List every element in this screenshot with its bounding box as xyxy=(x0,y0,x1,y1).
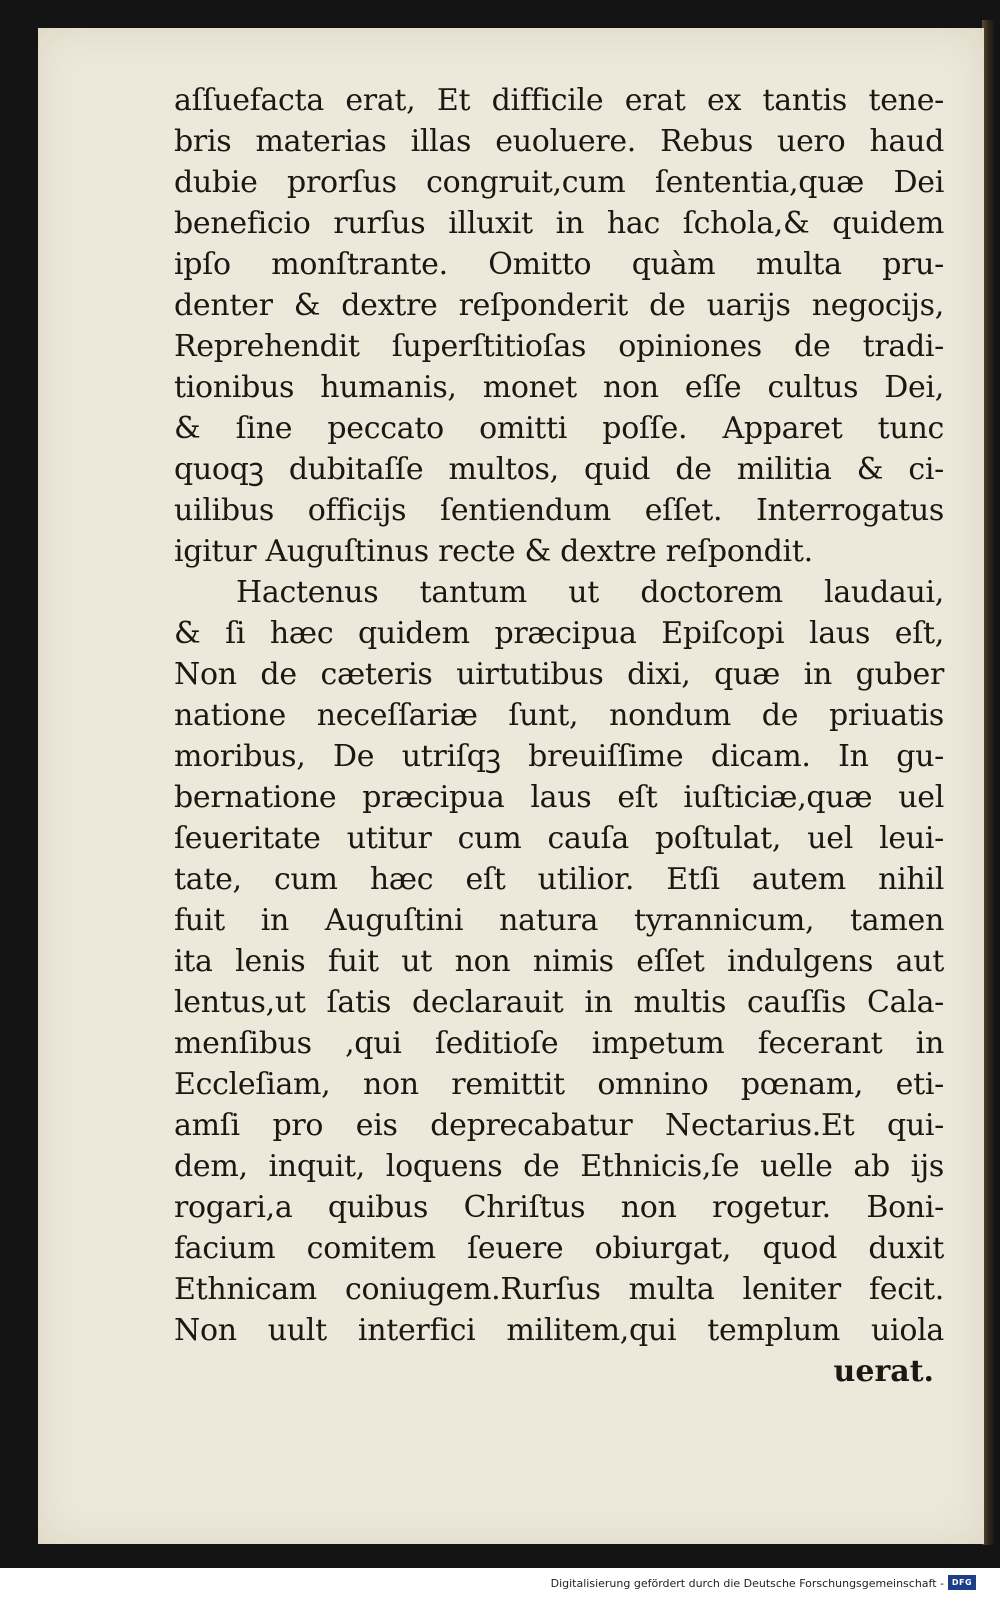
text-line: lentus,ut ſatis declarauit in multis cauſſis Cala‐ xyxy=(174,985,944,1020)
text-line: tionibus humanis, monet non eſſe cultus Dei, xyxy=(174,370,944,405)
text-line: amſi pro eis deprecabatur Nectarius.Et qui‐ xyxy=(174,1108,944,1143)
text-line: uilibus officijs ſentiendum eſſet. Interrogatus xyxy=(174,493,944,528)
text-line: igitur Auguſtinus recte & dextre reſpondit. xyxy=(174,534,813,569)
catchword: uerat. xyxy=(833,1354,934,1389)
funding-credit: Digitalisierung gefördert durch die Deutsche Forschungsgemeinschaft - xyxy=(550,1577,944,1590)
text-line: ita lenis fuit ut non nimis eſſet indulgens aut xyxy=(174,944,944,979)
text-line: & ſi hæc quidem præcipua Epiſcopi laus eſt, xyxy=(174,616,944,651)
text-line: denter & dextre reſponderit de uarijs negocijs, xyxy=(174,288,944,323)
text-line: Ethnicam coniugem.Rurſus multa leniter fecit. xyxy=(174,1272,944,1307)
text-line: menſibus ,qui ſeditioſe impetum fecerant in xyxy=(174,1026,944,1061)
text-line: fuit in Auguſtini natura tyrannicum, tamen xyxy=(174,903,944,938)
text-line: beneficio rurſus illuxit in hac ſchola,& quidem xyxy=(174,206,944,241)
text-line: ipſo monſtrante. Omitto quàm multa pru‐ xyxy=(174,247,944,282)
digitization-footer xyxy=(0,1568,1000,1599)
text-line: tate, cum hæc eſt utilior. Etſi autem nihil xyxy=(174,862,944,897)
text-line: dubie prorſus congruit,cum ſententia,quæ Dei xyxy=(174,165,944,200)
body-text xyxy=(174,80,944,1392)
text-line: Non uult interfici militem,qui templum uiola xyxy=(174,1313,944,1348)
text-line: aſſuefacta erat, Et difficile erat ex tantis tene‐ xyxy=(174,83,944,118)
book-page xyxy=(38,28,984,1544)
text-line: Eccleſiam, non remittit omnino pœnam, eti‐ xyxy=(174,1067,944,1102)
paragraph-start-line: Hactenus tantum ut doctorem laudaui, xyxy=(236,575,944,610)
text-line: rogari,a quibus Chriſtus non rogetur. Boni‐ xyxy=(174,1190,944,1225)
text-line: ſeueritate utitur cum cauſa poſtulat, uel leui‐ xyxy=(174,821,944,856)
text-line: facium comitem ſeuere obiurgat, quod duxit xyxy=(174,1231,944,1266)
text-line: quoqꝫ dubitaſſe multos, quid de militia & ci‐ xyxy=(174,452,944,487)
text-line: Reprehendit ſuperſtitioſas opiniones de tradi‐ xyxy=(174,329,944,364)
text-line: natione neceſſariæ ſunt, nondum de priuatis xyxy=(174,698,944,733)
text-line: bris materias illas euoluere. Rebus uero haud xyxy=(174,124,944,159)
dfg-logo: DFG xyxy=(948,1575,976,1590)
text-line: moribus, De utriſqꝫ breuiſſime dicam. In gu‐ xyxy=(174,739,944,774)
text-line: Non de cæteris uirtutibus dixi, quæ in guber xyxy=(174,657,944,692)
text-line: & ſine peccato omitti poſſe. Apparet tunc xyxy=(174,411,944,446)
text-line: bernatione præcipua laus eſt iuſticiæ,quæ uel xyxy=(174,780,944,815)
text-line: dem, inquit, loquens de Ethnicis,ſe uelle ab ijs xyxy=(174,1149,944,1184)
